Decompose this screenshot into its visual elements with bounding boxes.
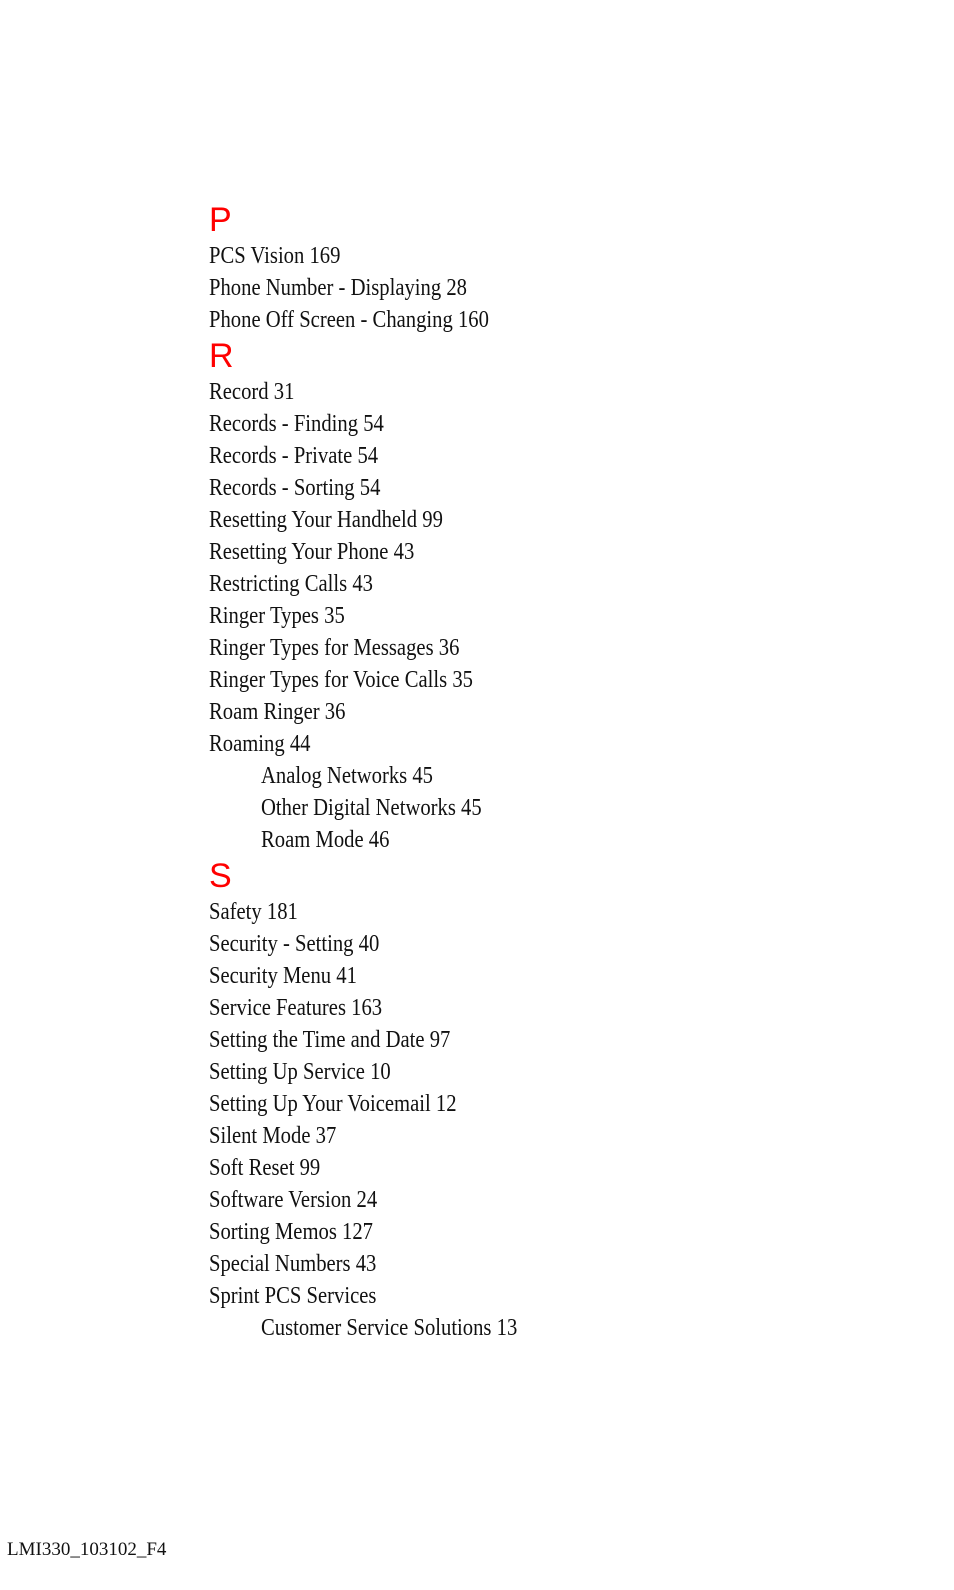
index-entry: Safety 181: [209, 899, 298, 925]
index-entry: Ringer Types 35: [209, 603, 345, 629]
index-entry: Record 31: [209, 379, 295, 405]
index-entry: Roam Ringer 36: [209, 699, 346, 725]
index-entry: Records - Finding 54: [209, 411, 384, 437]
index-entry: Roaming 44: [209, 731, 311, 757]
index-entry: Restricting Calls 43: [209, 571, 373, 597]
index-entry: Setting Up Service 10: [209, 1059, 391, 1085]
index-entry: Ringer Types for Voice Calls 35: [209, 667, 473, 693]
index-entry: Sprint PCS Services: [209, 1283, 377, 1309]
index-entry: Service Features 163: [209, 995, 383, 1021]
section-letter: R: [209, 337, 234, 375]
index-entry: Resetting Your Handheld 99: [209, 507, 443, 533]
index-entry: Sorting Memos 127: [209, 1219, 373, 1245]
index-entry: Security - Setting 40: [209, 931, 380, 957]
index-entry: Setting Up Your Voicemail 12: [209, 1091, 457, 1117]
index-entry: Phone Off Screen - Changing 160: [209, 307, 489, 333]
index-section-s: [209, 856, 909, 1344]
index-entry: Resetting Your Phone 43: [209, 539, 415, 565]
index-subentry: Roam Mode 46: [261, 827, 390, 853]
index-entry: PCS Vision 169: [209, 243, 341, 269]
index-entry: Setting the Time and Date 97: [209, 1027, 451, 1053]
section-letter: P: [209, 201, 232, 239]
index-list: [209, 200, 909, 1344]
index-section-r: [209, 336, 909, 856]
index-entry: Security Menu 41: [209, 963, 357, 989]
index-subentry: Analog Networks 45: [261, 763, 433, 789]
section-letter: S: [209, 857, 232, 895]
index-subentry: Other Digital Networks 45: [261, 795, 482, 821]
index-subentry: Customer Service Solutions 13: [261, 1315, 518, 1341]
index-entry: Special Numbers 43: [209, 1251, 377, 1277]
index-entry: Software Version 24: [209, 1187, 378, 1213]
index-entry: Records - Private 54: [209, 443, 379, 469]
index-entry: Phone Number - Displaying 28: [209, 275, 467, 301]
index-section-p: [209, 200, 909, 336]
index-entry: Soft Reset 99: [209, 1155, 321, 1181]
index-entry: Silent Mode 37: [209, 1123, 337, 1149]
page-footer-label: LMI330_103102_F4: [7, 1539, 167, 1560]
index-entry: Records - Sorting 54: [209, 475, 381, 501]
index-entry: Ringer Types for Messages 36: [209, 635, 460, 661]
